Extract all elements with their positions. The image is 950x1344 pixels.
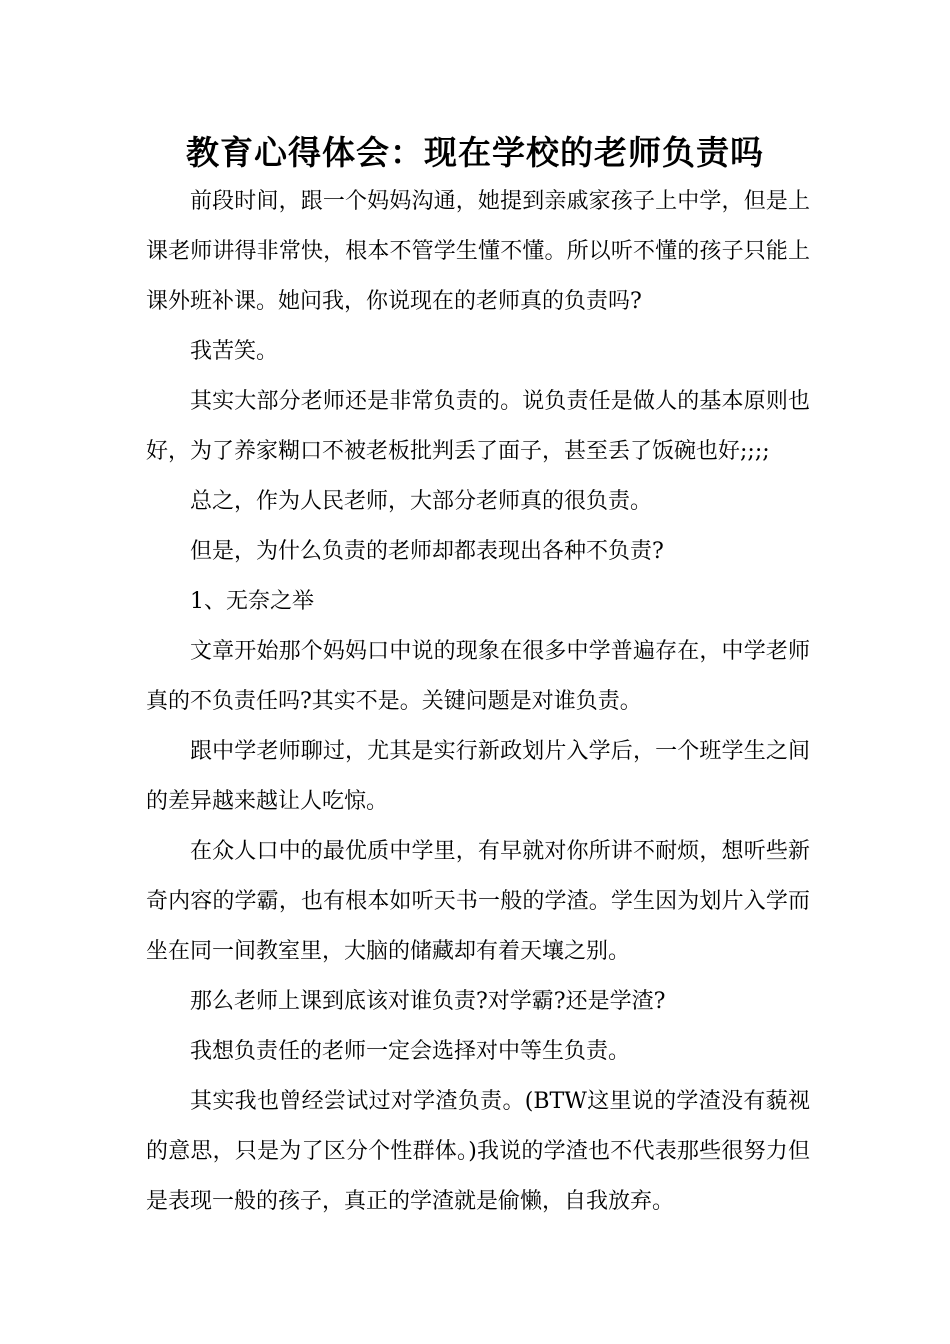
paragraph: 跟中学老师聊过，尤其是实行新政划片入学后，一个班学生之间的差异越来越让人吃惊。 [146,739,810,814]
document-body [146,177,810,1227]
paragraph: 在众人口中的最优质中学里，有早就对你所讲不耐烦，想听些新奇内容的学霸，也有根本如听天书一般的学渣。学生因为划片入学而坐在同一间教室里，大脑的储藏却有着天壤之别。 [146,839,810,964]
paragraph: 其实大部分老师还是非常负责的。说负责任是做人的基本原则也好，为了养家糊口不被老板批判丢了面子，甚至丢了饭碗也好;;;; [146,389,810,464]
paragraph: 但是，为什么负责的老师却都表现出各种不负责? [190,539,664,564]
paragraph: 其实我也曾经尝试过对学渣负责。(BTW这里说的学渣没有藐视的意思，只是为了区分个性群体。)我说的学渣也不代表那些很努力但是表现一般的孩子，真正的学渣就是偷懒，自我放弃。 [146,1089,810,1214]
paragraph: 我苦笑。 [190,339,279,364]
section-heading: 1、无奈之举 [190,589,314,614]
paragraph: 总之，作为人民老师，大部分老师真的很负责。 [190,489,653,514]
paragraph: 那么老师上课到底该对谁负责?对学霸?还是学渣? [190,989,666,1014]
paragraph: 文章开始那个妈妈口中说的现象在很多中学普遍存在，中学老师真的不负责任吗?其实不是。关键问题是对谁负责。 [146,639,810,714]
document-title: 教育心得体会：现在学校的老师负责吗 [186,133,764,172]
paragraph: 我想负责任的老师一定会选择对中等生负责。 [190,1039,631,1064]
paragraph: 前段时间，跟一个妈妈沟通，她提到亲戚家孩子上中学，但是上课老师讲得非常快，根本不管学生懂不懂。所以听不懂的孩子只能上课外班补课。她问我，你说现在的老师真的负责吗? [146,189,810,314]
